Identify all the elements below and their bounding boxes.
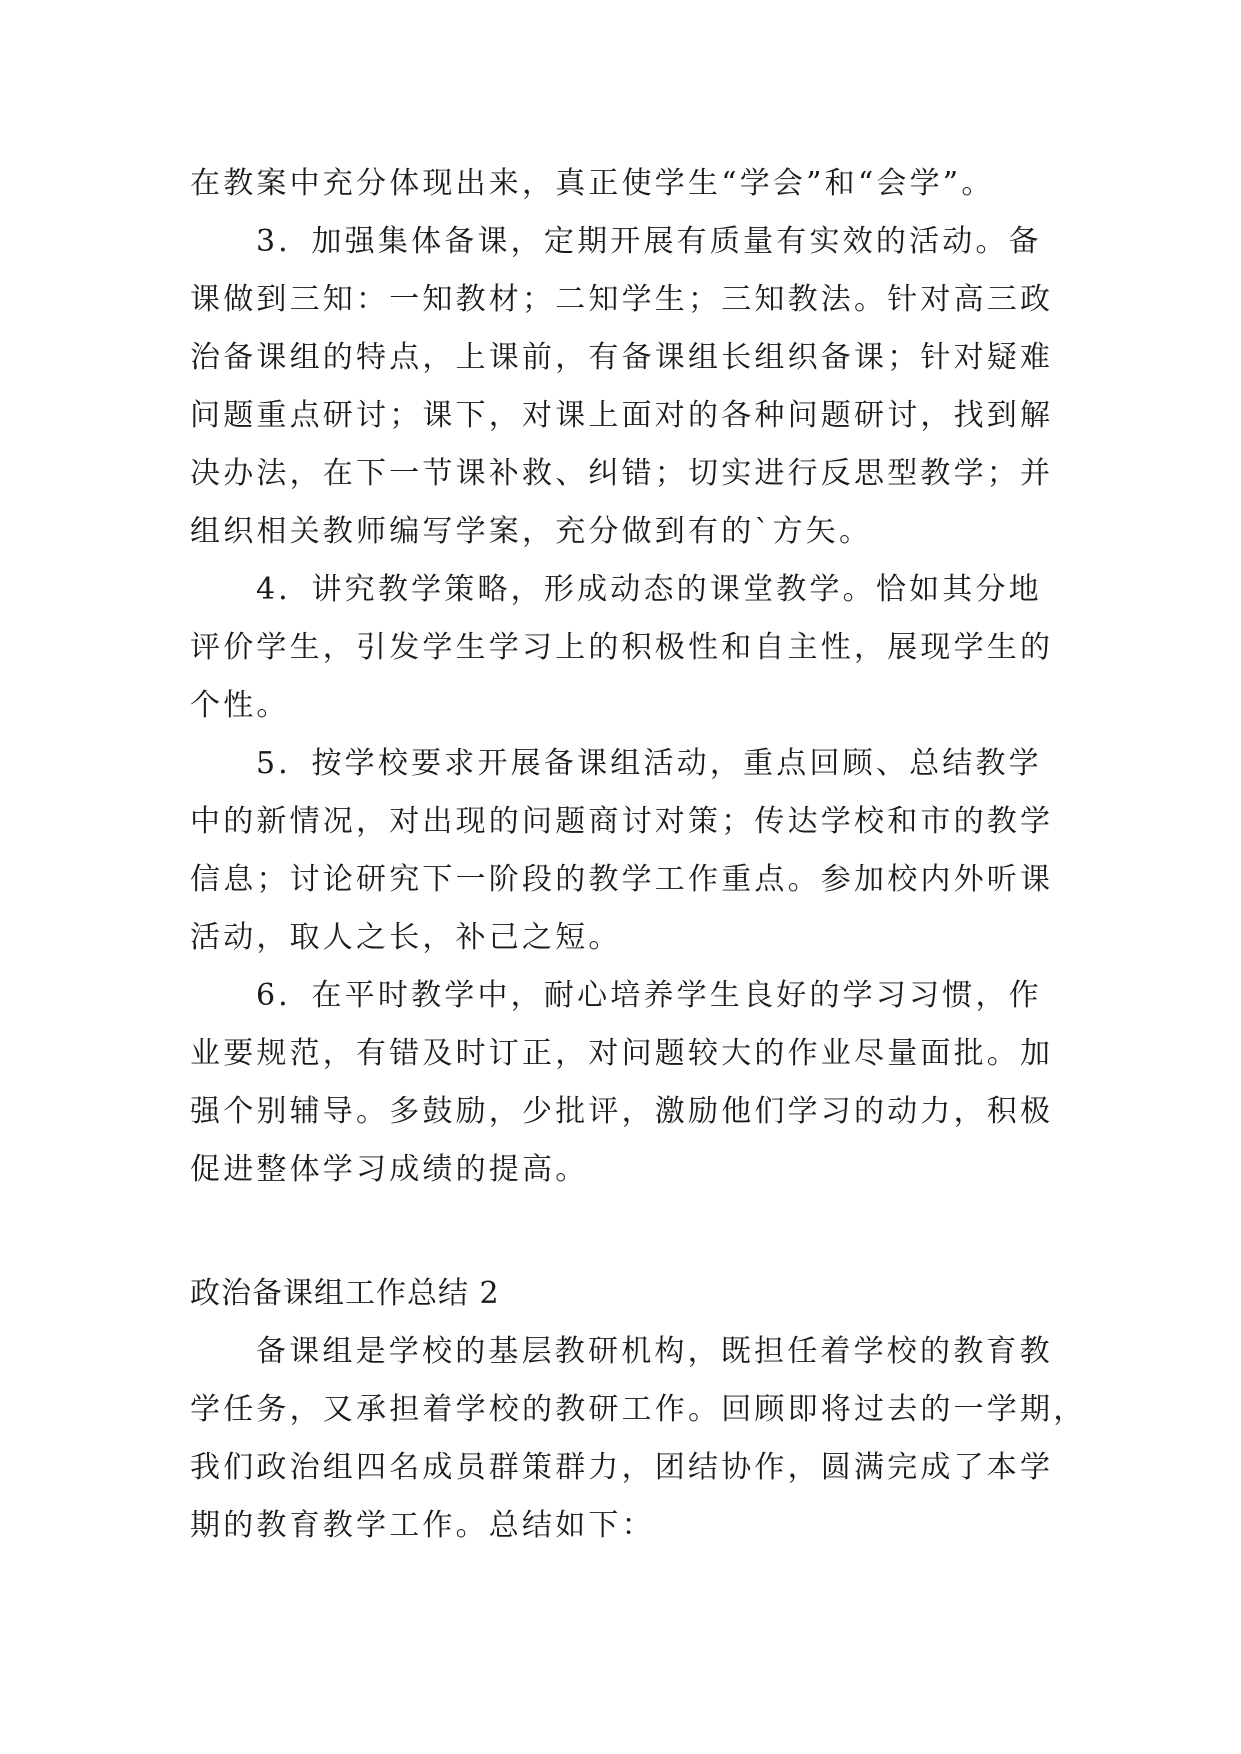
text-line: 在教案中充分体现出来，真正使学生“学会”和“会学”。 bbox=[190, 166, 995, 201]
text-line: 5．按学校要求开展备课组活动，重点回顾、总结教学 bbox=[256, 746, 1042, 781]
text-line: 课做到三知：一知教材；二知学生；三知教法。针对高三政 bbox=[190, 282, 1054, 317]
text-line: 学任务，又承担着学校的教研工作。回顾即将过去的一学期， bbox=[190, 1392, 1087, 1427]
text-line: 中的新情况，对出现的问题商讨对策；传达学校和市的教学 bbox=[190, 804, 1054, 839]
document-body-part1 bbox=[190, 155, 1060, 1199]
text-line: 备课组是学校的基层教研机构，既担任着学校的教育教 bbox=[256, 1334, 1053, 1369]
document-body-part2 bbox=[190, 1323, 1087, 1555]
text-line: 促进整体学习成绩的提高。 bbox=[190, 1152, 589, 1187]
text-line: 3．加强集体备课，定期开展有质量有实效的活动。备 bbox=[256, 224, 1042, 259]
text-line: 6．在平时教学中，耐心培养学生良好的学习习惯，作 bbox=[256, 978, 1042, 1013]
text-line: 组织相关教师编写学案，充分做到有的`方矢。 bbox=[190, 514, 873, 549]
text-line: 强个别辅导。多鼓励，少批评，激励他们学习的动力，积极 bbox=[190, 1094, 1054, 1129]
text-line: 我们政治组四名成员群策群力，团结协作，圆满完成了本学 bbox=[190, 1450, 1054, 1485]
text-line: 个性。 bbox=[190, 688, 290, 723]
section-heading: 政治备课组工作总结 2 bbox=[190, 1276, 500, 1311]
text-line: 期的教育教学工作。总结如下： bbox=[190, 1508, 655, 1543]
text-line: 信息；讨论研究下一阶段的教学工作重点。参加校内外听课 bbox=[190, 862, 1054, 897]
text-line: 业要规范，有错及时订正，对问题较大的作业尽量面批。加 bbox=[190, 1036, 1054, 1071]
text-line: 决办法，在下一节课补救、纠错；切实进行反思型教学；并 bbox=[190, 456, 1054, 491]
text-line: 4．讲究教学策略，形成动态的课堂教学。恰如其分地 bbox=[256, 572, 1042, 607]
text-line: 评价学生，引发学生学习上的积极性和自主性，展现学生的 bbox=[190, 630, 1054, 665]
text-line: 治备课组的特点，上课前，有备课组长组织备课；针对疑难 bbox=[190, 340, 1054, 375]
text-line: 问题重点研讨；课下，对课上面对的各种问题研讨，找到解 bbox=[190, 398, 1054, 433]
text-line: 活动，取人之长，补己之短。 bbox=[190, 920, 622, 955]
